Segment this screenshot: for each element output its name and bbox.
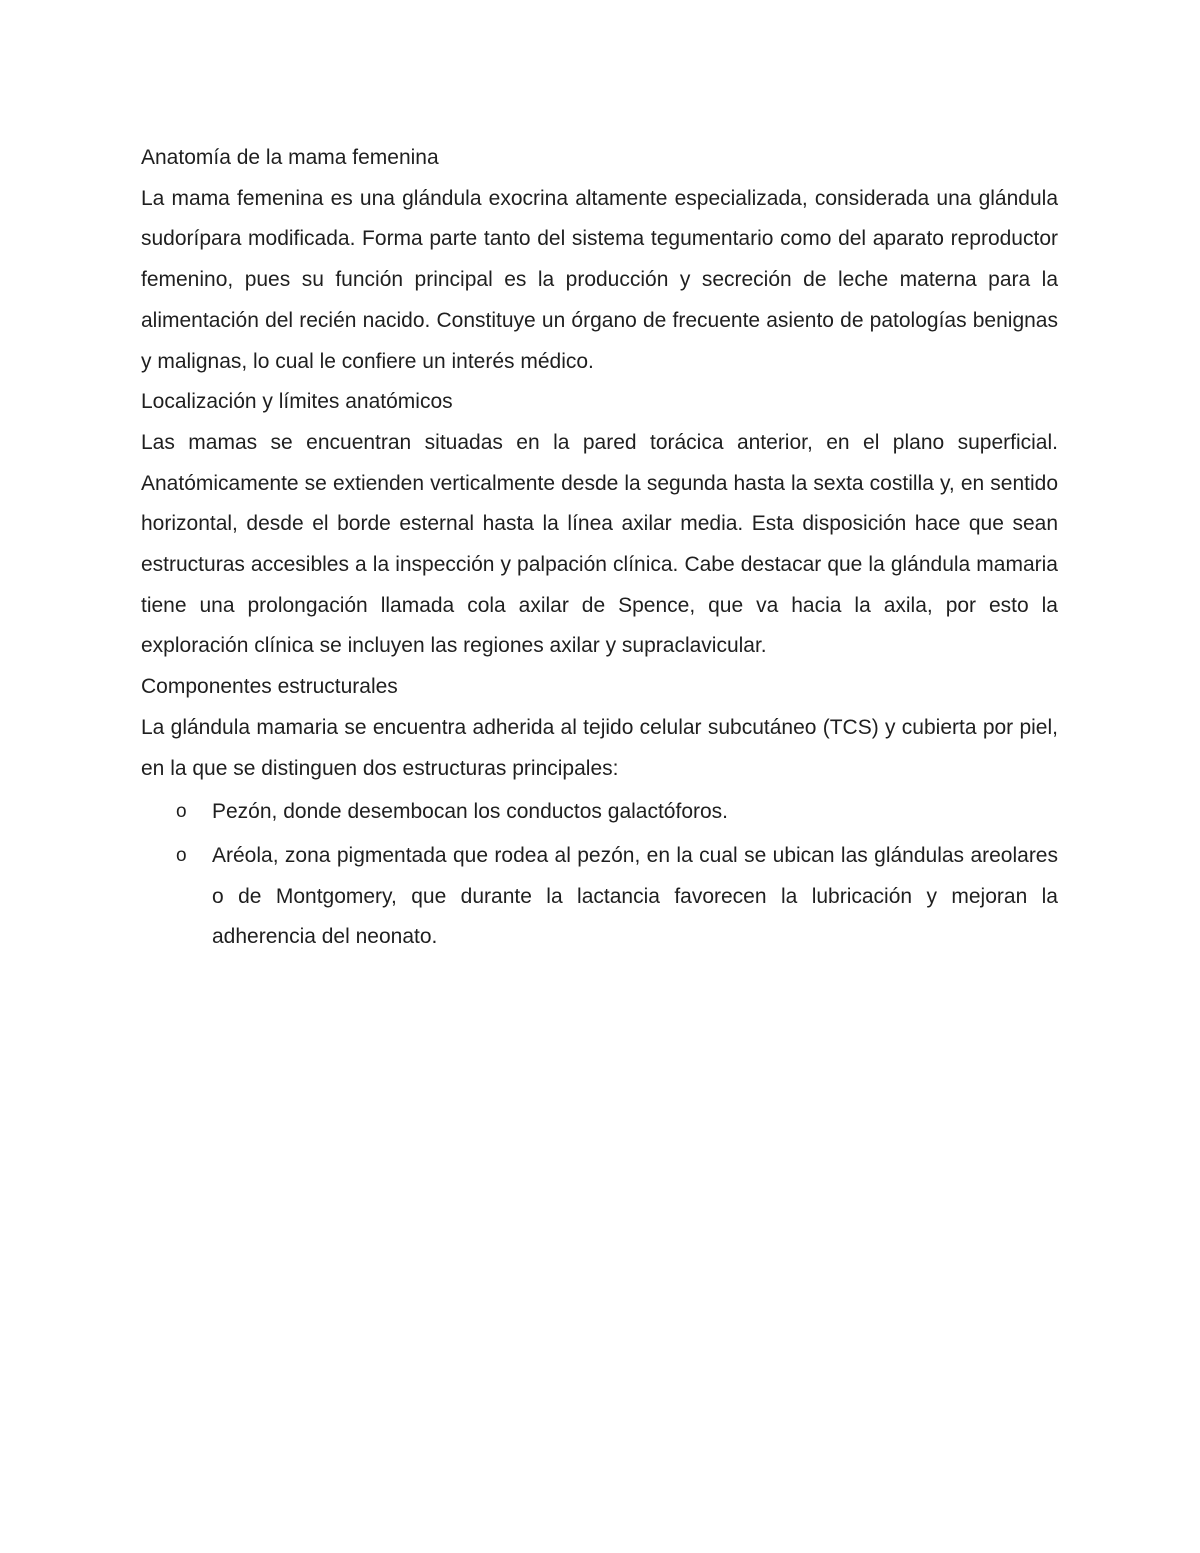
paragraph-location: Las mamas se encuentran situadas en la pared torácica anterior, en el plano superficial. Anatómicamente se extienden verticalmente desde la segunda hasta la sexta costilla y, en sentido horizontal, desde el borde esternal hasta la línea axilar media. Esta disposición hace que sean estructuras accesibles a la inspección y palpación clínica. Cabe destacar que la glándula mamaria tiene una prolongación llamada cola axilar de Spence, que va hacia la axila, por esto la exploración clínica se incluyen las regiones axilar y supraclavicular. xyxy=(141,430,1058,658)
paragraph-components: La glándula mamaria se encuentra adherida al tejido celular subcutáneo (TCS) y cubierta por piel, en la que se distinguen dos estructuras principales: xyxy=(141,715,1058,780)
section-heading-location: Localización y límites anatómicos xyxy=(141,390,453,414)
components-list xyxy=(141,792,1058,958)
list-item xyxy=(141,792,1058,833)
list-item xyxy=(141,836,1058,958)
section-heading-components: Componentes estructurales xyxy=(141,675,398,699)
section-heading-anatomy: Anatomía de la mama femenina xyxy=(141,146,439,169)
list-item-text: Pezón, donde desembocan los conductos galactóforos. xyxy=(212,800,729,824)
bullet-marker-icon: o xyxy=(176,801,187,823)
bullet-marker-icon: o xyxy=(176,844,187,866)
list-item-text: Aréola, zona pigmentada que rodea al pezón, en la cual se ubican las glándulas areolares o de Montgomery, que durante la lactancia favorecen la lubricación y mejoran la adherencia del neonato. xyxy=(212,843,1058,949)
paragraph-anatomy: La mama femenina es una glándula exocrina altamente especializada, considerada una glándula sudorípara modificada. Forma parte tanto del sistema tegumentario como del aparato reproductor femenino, pues su función principal es la producción y secreción de leche materna para la alimentación del recién nacido. Constituye un órgano de frecuente asiento de patologías benignas y malignas, lo cual le confiere un interés médico. xyxy=(141,186,1058,373)
document-page xyxy=(141,138,1058,958)
